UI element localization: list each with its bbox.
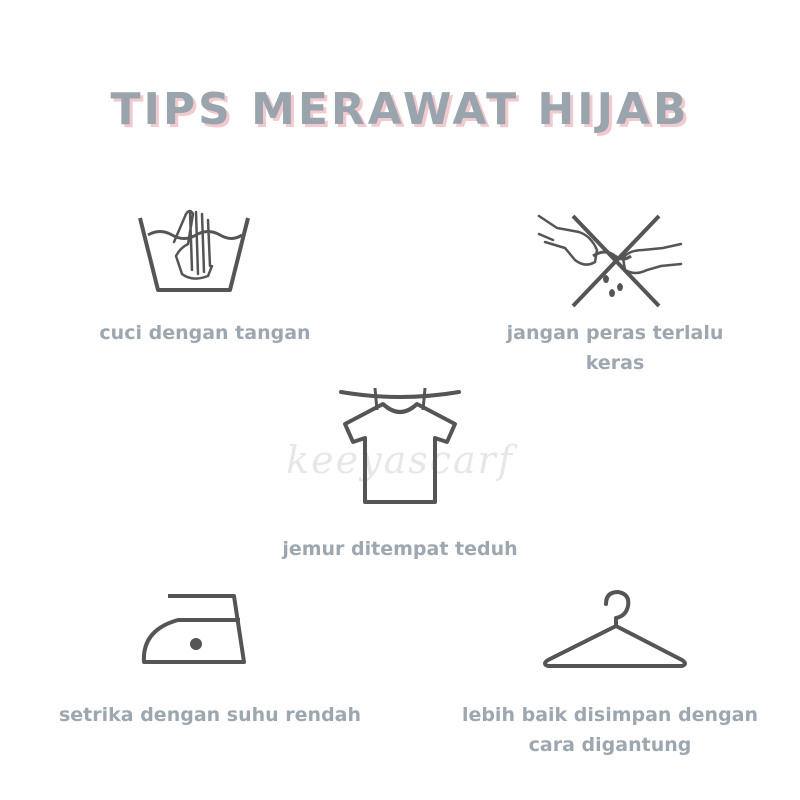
hanger-icon: [540, 590, 690, 670]
tip-label-hanger: [440, 700, 780, 760]
tip-label-do-not-wring: [470, 318, 760, 378]
watermark: keeyascarf: [286, 438, 514, 482]
do-not-wring-icon: [535, 210, 685, 310]
tip-label-line: keras: [585, 352, 645, 374]
page-title: TIPS MERAWAT HIJAB: [110, 84, 690, 135]
tip-label-line: lebih baik disimpan dengan: [461, 704, 759, 726]
tip-label-hand-wash: cuci dengan tangan: [99, 322, 311, 344]
hand-wash-icon: [130, 200, 260, 300]
tip-label-iron: setrika dengan suhu rendah: [58, 704, 362, 726]
tip-label-line: jangan peras terlalu: [506, 322, 724, 344]
iron-icon: [138, 590, 252, 670]
tip-label-line: cara digantung: [528, 734, 692, 756]
tip-label-line-dry: jemur ditempat teduh: [282, 538, 518, 560]
line-dry-shade-icon: [335, 380, 465, 510]
